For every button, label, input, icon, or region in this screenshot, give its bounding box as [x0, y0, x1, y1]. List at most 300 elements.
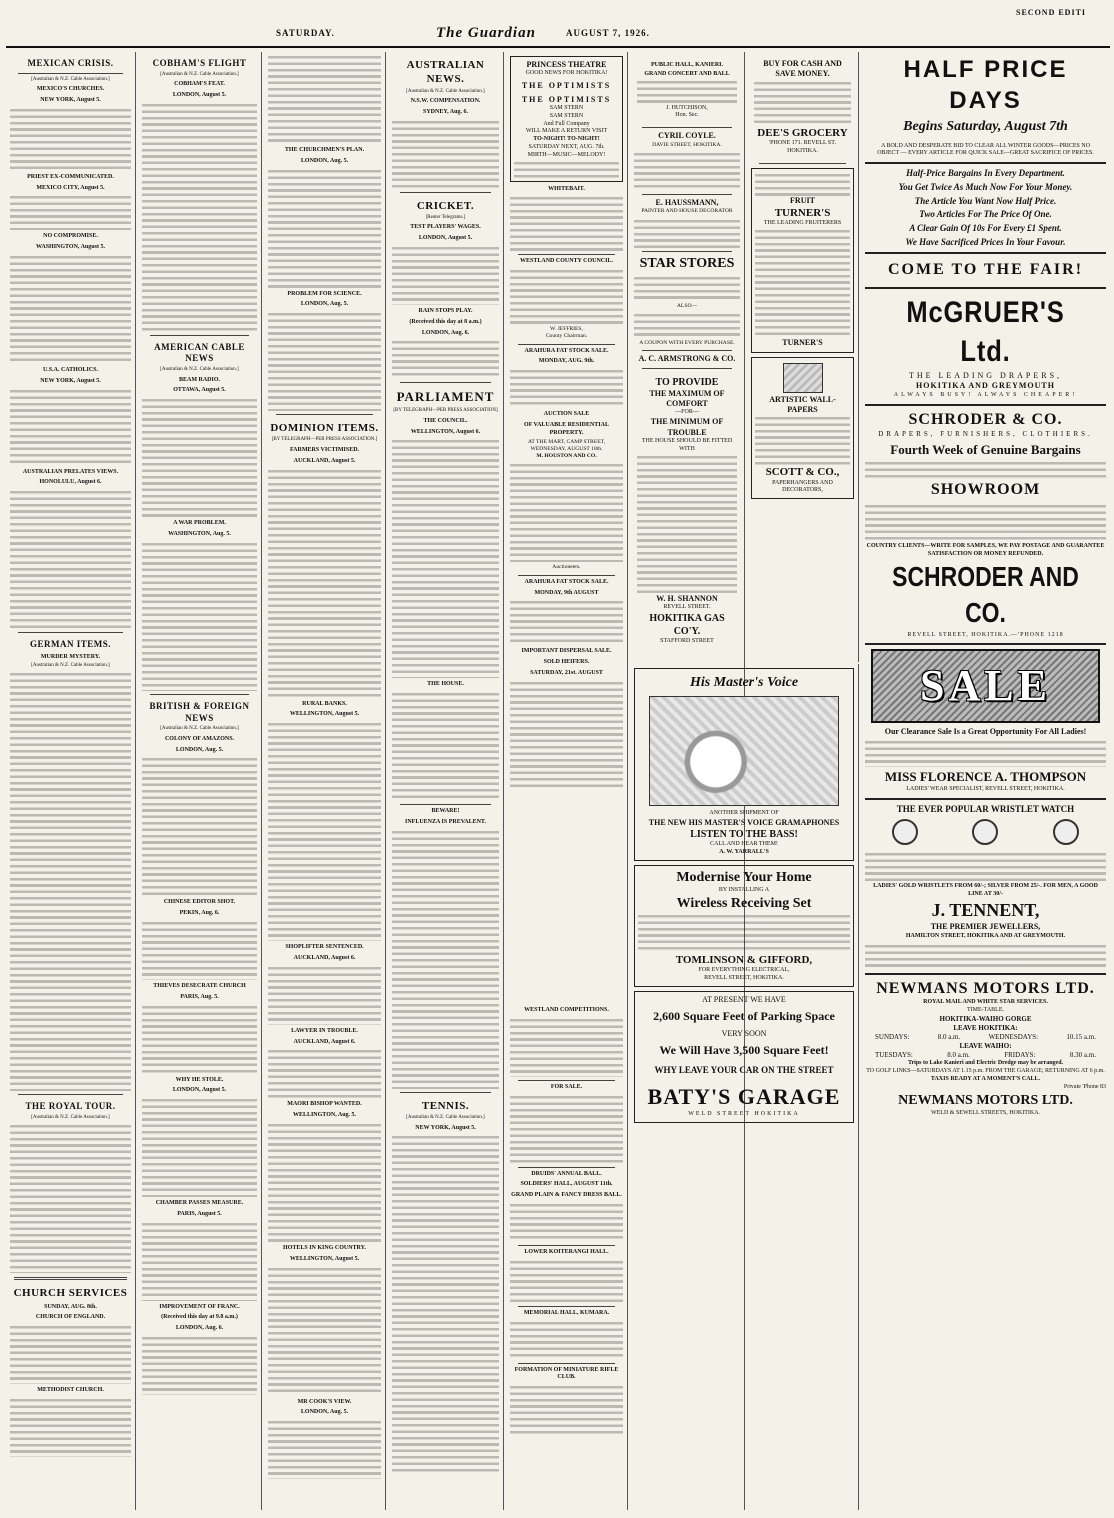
- subhead: THE COUNCIL.: [423, 417, 468, 424]
- headline-mexican-crisis: MEXICAN CRISIS.: [27, 58, 114, 68]
- article-text: [634, 151, 740, 191]
- article-text: [510, 1202, 623, 1242]
- dateline: MONDAY, 9th AUGUST: [534, 589, 599, 596]
- dateline: LONDON, Aug. 5.: [175, 746, 224, 753]
- show-name: THE OPTIMISTS: [521, 81, 612, 91]
- subhead: WHITEBAIT.: [548, 185, 585, 192]
- leave-hokitika: LEAVE HOKITIKA:: [953, 1024, 1018, 1033]
- cash-slogan: BUY FOR CASH AND SAVE MONEY.: [763, 59, 842, 79]
- schroder-address: REVELL STREET, HOKITIKA.—'PHONE 1218: [907, 631, 1064, 638]
- price-point-3: The Article You Want Now Half Price.: [914, 195, 1057, 206]
- subhead: MEMORIAL HALL, KUMARA.: [523, 1309, 610, 1316]
- article-text: [142, 920, 257, 980]
- day-time: 8.30 a.m.: [1069, 1051, 1096, 1060]
- subhead: LOWER KOITERANGI HALL.: [524, 1248, 609, 1255]
- turner-name: TURNER'S: [774, 207, 831, 220]
- royal-mail: ROYAL MAIL AND WHITE STAR SERVICES.: [923, 999, 1048, 1006]
- shipment: ANOTHER SHIPMENT OF: [709, 810, 779, 817]
- day-label: TUESDAYS:: [875, 1051, 913, 1060]
- price-point-5: A Clear Gain Of 10s For Every £1 Spent.: [909, 222, 1062, 233]
- newmans-header: NEWMANS MOTORS LTD.: [876, 979, 1095, 997]
- article-text: [10, 489, 131, 629]
- dateline: LONDON, Aug. 5.: [300, 157, 349, 164]
- subhead: WESTLAND COUNTY COUNCIL.: [520, 258, 613, 265]
- subhead: GRAND PLAIN & FANCY DRESS BALL.: [511, 1192, 622, 1199]
- credit-line: [BY TELEGRAPH—PER PRESS ASSOCIATION.]: [271, 437, 378, 443]
- subhead: PROBLEM FOR SCIENCE.: [287, 290, 362, 297]
- column-5-lower: [506, 1004, 628, 1510]
- subhead: LAWYER IN TROUBLE.: [291, 1027, 358, 1034]
- credit-line: [Australian & N.Z. Cable Association.]: [160, 367, 239, 373]
- article-text: [392, 339, 499, 379]
- article-text: [392, 438, 499, 678]
- credit-line: [Australian & N.Z. Cable Association.]: [160, 71, 239, 77]
- gas-street: STAFFORD STREET: [660, 637, 714, 644]
- dateline: PEKIN, Aug. 6.: [179, 910, 220, 917]
- subhead: FOR SALE.: [550, 1083, 583, 1090]
- dateline: WASHINGTON, August 5.: [36, 244, 105, 251]
- article-text: [510, 680, 623, 790]
- subhead: THE HOUSE.: [427, 681, 464, 688]
- subhead: IMPROVEMENT OF FRANC.: [159, 1303, 240, 1310]
- dateline: (Received this day at 9.8 a.m.): [161, 1314, 238, 1321]
- headline-cobham-flight: COBHAM'S FLIGHT: [152, 58, 247, 68]
- subhead: MURDER MYSTERY.: [40, 653, 101, 660]
- masthead: [6, 4, 1110, 48]
- bold-bid: A BOLD AND DESPERATE BID TO CLEAR ALL WINTER GOODS—PRICES NO OBJECT — EVERY ARTICLE FOR QUICK SALE—GREAT SACRIFICE OF PRICES.: [877, 142, 1094, 157]
- shannon: W. H. SHANNON: [656, 593, 718, 603]
- headline-parliament: PARLIAMENT: [396, 389, 495, 405]
- wallpaper-illustration: [783, 363, 823, 393]
- subhead: A WAR PROBLEM.: [173, 520, 226, 527]
- article-text: [392, 1134, 499, 1474]
- gas-co: HOKITIKA GAS CO'Y.: [649, 612, 725, 637]
- subhead: CHAMBER PASSES MEASURE.: [155, 1200, 244, 1207]
- article-text: [392, 245, 499, 305]
- schroder-tag: DRAPERS, FURNISHERS, CLOTHIERS.: [878, 430, 1093, 439]
- headline-tennis: TENNIS.: [421, 1099, 470, 1112]
- article-text: [510, 599, 623, 645]
- headline-dominion-items: DOMINION ITEMS.: [270, 422, 379, 435]
- price-point-4: Two Articles For The Price Of One.: [919, 209, 1052, 220]
- subhead: FARMERS VICTIMISED.: [289, 446, 360, 453]
- subhead: FORMATION OF MINIATURE RIFLE CLUB.: [514, 1366, 619, 1381]
- dees-name: DEE'S GROCERY: [757, 126, 848, 139]
- subhead: RAIN STOPS PLAY.: [418, 308, 473, 315]
- star-stores: STAR STORES: [639, 255, 735, 271]
- dateline: WELLINGTON, August 6.: [410, 428, 481, 435]
- dateline: LONDON, Aug. 6.: [421, 329, 470, 336]
- column-7: [747, 52, 859, 662]
- ad-batys-garage: [634, 991, 854, 1123]
- dateline: LONDON, Aug. 6.: [175, 1325, 224, 1332]
- dees-phone: 'PHONE 171. REVELL ST.: [769, 140, 836, 147]
- dateline: SYDNEY, Aug. 6.: [423, 108, 468, 115]
- watch-icon: [1053, 819, 1079, 845]
- willhave-line: We Will Have 3,500 Square Feet!: [659, 1043, 829, 1058]
- signature: County Chairman.: [545, 333, 588, 340]
- mirth-line: MIRTH—MUSIC—MELODY!: [527, 151, 606, 158]
- subhead: MEXICO'S CHURCHES.: [36, 86, 105, 93]
- dateline: WASHINGTON, Aug. 5.: [168, 531, 231, 538]
- headline-cricket: CRICKET.: [416, 199, 475, 212]
- subhead: IMPORTANT DISPERSAL SALE.: [521, 648, 612, 655]
- sale-banner: SALE: [871, 649, 1100, 722]
- headline-royal-tour: THE ROYAL TOUR.: [25, 1101, 116, 1112]
- article-text: [392, 691, 499, 801]
- watch-illustrations: [865, 815, 1106, 849]
- article-text: [510, 268, 623, 324]
- credit-line: [Australian & N.Z. Cable Association.]: [406, 88, 485, 94]
- time-table: TIME-TABLE.: [966, 1007, 1004, 1014]
- subhead: NO COMPROMISE.: [43, 233, 98, 240]
- schroder-header: SCHRODER & CO.: [908, 410, 1063, 428]
- headline-church-services: CHURCH SERVICES: [13, 1287, 128, 1300]
- clearance: Our Clearance Sale Is a Great Opportunity For All Ladies!: [884, 726, 1087, 736]
- subhead: WESTLAND COMPETITIONS.: [524, 1007, 609, 1013]
- subhead: BEAM RADIO.: [178, 376, 220, 383]
- article-text: [510, 195, 623, 251]
- hall-name: PUBLIC HALL, KANIERI.: [650, 62, 723, 68]
- come-to-fair: COME TO THE FAIR!: [887, 261, 1084, 279]
- ad-kaniere-hall: [634, 56, 740, 123]
- article-text: [142, 541, 257, 691]
- dateline: HONOLULU, August 6.: [39, 479, 102, 486]
- tonight: TO-NIGHT! TO-NIGHT!: [533, 136, 600, 143]
- article-text: [510, 1384, 623, 1434]
- newspaper-page: [6, 4, 1110, 1514]
- scott-name: SCOTT & CO.,: [765, 466, 840, 479]
- subhead: METHODIST CHURCH.: [37, 1387, 104, 1394]
- golf-links: TO GOLF LINKS—SATURDAYS AT 1.15 p.m. FROM THE GARAGE; RETURNING AT 6 p.m.: [866, 1068, 1105, 1075]
- credit-line: [Australian & N.Z. Cable Association.]: [31, 76, 110, 82]
- article-text: [510, 462, 623, 562]
- gramophones: THE NEW HIS MASTER'S VOICE GRAMAPHONES: [648, 817, 840, 827]
- subhead: ARAHURA FAT STOCK SALE.: [524, 347, 609, 354]
- subhead: TEST PLAYERS' WAGES.: [410, 224, 481, 231]
- credit-line: [Reuter Telegrams.]: [425, 214, 466, 220]
- article-text: [268, 1048, 381, 1098]
- theatre-subtitle: GOOD NEWS FOR HOKITIKA!: [525, 70, 608, 77]
- baty-address: WELD STREET HOKITIKA: [688, 1111, 800, 1118]
- taxis: TAXIS READY AT A MOMENT'S CALL.: [930, 1075, 1041, 1082]
- newmans-address: WELD & SEWELL STREETS, HOKITIKA.: [930, 1109, 1041, 1116]
- wide-ad-block: [630, 664, 859, 1510]
- wallpapers-title: ARTISTIC WALL-PAPERS: [769, 394, 836, 414]
- ad-scott-wallpapers: [751, 357, 854, 500]
- dateline: LONDON, August 5.: [172, 1087, 227, 1094]
- haussmann: E. HAUSSMANN,: [655, 197, 719, 207]
- signature: W. JEFFRIES,: [550, 326, 583, 333]
- masthead-edition: SECOND EDITI: [1016, 8, 1087, 17]
- article-text: [10, 254, 131, 364]
- article-text: [10, 1123, 131, 1273]
- schedule-row: [865, 1051, 1106, 1060]
- cyril-coyle: CYRIL COYLE.: [658, 131, 716, 141]
- column-8: [861, 52, 1110, 1510]
- subhead: ARAHURA FAT STOCK SALE.: [524, 578, 609, 585]
- credit-line: [BY TELEGRAPH—PER PRESS ASSOCIATION]: [393, 408, 498, 414]
- subhead: THIEVES DESECRATE CHURCH: [153, 982, 246, 989]
- min-trouble: THE MINIMUM OF TROUBLE: [650, 417, 724, 437]
- article-text: [634, 312, 740, 338]
- max-comfort: THE MAXIMUM OF COMFORT: [649, 388, 725, 408]
- article-text: [634, 275, 740, 301]
- leave-waiho: LEAVE WAIHO:: [959, 1042, 1012, 1051]
- mcgruer-tag: THE LEADING DRAPERS,: [908, 371, 1063, 381]
- article-text: [268, 1419, 381, 1479]
- day-time: 8.0 a.m.: [947, 1051, 970, 1060]
- subhead: AUSTRALIAN PRELATES VIEWS.: [22, 468, 119, 475]
- private-phone: Private 'Phone 83: [1063, 1083, 1106, 1090]
- dateline: WELLINGTON, August 5.: [289, 1255, 360, 1262]
- article-text: [10, 1324, 131, 1384]
- article-text: [142, 1335, 257, 1395]
- day-time: 8.0 a.m.: [937, 1033, 961, 1042]
- article-text: [268, 54, 381, 144]
- also-label: ALSO—: [676, 302, 698, 309]
- lake-trips: Trips to Lake Kanieri and Electric Dredge may be arranged.: [907, 1060, 1064, 1067]
- dateline: LONDON, August 5.: [418, 235, 473, 242]
- article-text: [510, 1094, 623, 1164]
- show-name-repeat: THE OPTIMISTS: [521, 94, 612, 104]
- ad-dees-grocery: [751, 56, 854, 159]
- premier-jewellers: THE PREMIER JEWELLERS,: [930, 922, 1041, 932]
- dateline: PARIS, Aug. 5.: [180, 993, 219, 1000]
- tennent: J. TENNENT,: [931, 899, 1040, 920]
- baty-name: BATY'S GARAGE: [647, 1083, 841, 1109]
- ladies-specialist: LADIES' WEAR SPECIALIST, REVELL STREET, HOKITIKA.: [906, 785, 1065, 792]
- theatre-name: PRINCESS THEATRE: [526, 60, 607, 69]
- subhead: U.S.A. CATHOLICS.: [42, 366, 99, 373]
- masthead-title: The Guardian: [436, 25, 536, 41]
- headline-british-foreign: BRITISH & FOREIGN NEWS: [149, 700, 250, 723]
- article-text: [142, 1221, 257, 1301]
- scott-trade: PAPERHANGERS AND DECORATORS,: [772, 479, 833, 494]
- article-text: [142, 102, 257, 332]
- article-text: [10, 388, 131, 466]
- for-line: —FOR—: [675, 409, 699, 416]
- article-text: [142, 756, 257, 896]
- dateline: NEW YORK, August 5.: [40, 96, 101, 103]
- dateline: SATURDAY, 21st. AUGUST: [530, 669, 603, 676]
- return-visit: WILL MAKE A RETURN VISIT: [525, 128, 608, 135]
- credit-line: [Australian & N.Z. Cable Association.]: [31, 1114, 110, 1120]
- watch-icon: [972, 819, 998, 845]
- auction-location: AT THE MART, CAMP STREET,: [527, 438, 606, 445]
- turner-name-footer: TURNER'S: [782, 338, 823, 348]
- company-line: And Full Company: [543, 120, 590, 127]
- watch-icon: [892, 819, 918, 845]
- thompson: MISS FLORENCE A. THOMPSON: [884, 768, 1087, 784]
- coupon-line: A COUPON WITH EVERY PURCHASE.: [639, 339, 735, 346]
- parking-line: 2,600 Square Feet of Parking Space: [653, 1009, 835, 1024]
- article-text: [268, 1266, 381, 1396]
- dateline: LONDON, Aug. 5.: [300, 301, 349, 308]
- wireless: Wireless Receiving Set: [676, 895, 812, 911]
- schedule-row: [865, 1033, 1106, 1042]
- haussmann-trade: PAINTER AND HOUSE DECORATOR: [641, 208, 733, 215]
- price-point-2: You Get Twice As Much Now For Your Money.: [898, 181, 1073, 192]
- installing: BY INSTALLING A: [718, 887, 770, 894]
- ad-gas-company: [634, 373, 740, 649]
- article-text: [510, 1259, 623, 1303]
- performer: SAM STERN: [549, 104, 584, 111]
- concert-title: GRAND CONCERT AND BALL: [644, 70, 730, 77]
- ad-turners: [751, 168, 854, 353]
- article-text: [268, 721, 381, 941]
- fourth-week: Fourth Week of Genuine Bargains: [890, 441, 1081, 457]
- dateline: LONDON, Aug. 5.: [300, 1409, 349, 1416]
- dateline: NEW YORK, August 5.: [40, 377, 101, 384]
- dateline: MONDAY, AUG. 9th.: [538, 358, 595, 365]
- tomlinson-address: REVELL STREET, HOKITIKA.: [704, 975, 784, 982]
- subhead: OF VALUABLE RESIDENTIAL PROPERTY.: [524, 422, 609, 436]
- dateline: OTTAWA, August 5.: [173, 387, 226, 394]
- subhead: BEWARE!: [431, 808, 460, 815]
- auction-date: WEDNESDAY, AUGUST 18th.: [530, 445, 603, 452]
- subhead: WHY HE STOLE.: [175, 1076, 224, 1083]
- article-text: [268, 468, 381, 698]
- day-time: 10.15 a.m.: [1066, 1033, 1096, 1042]
- article-text: [142, 1097, 257, 1197]
- dees-town: HOKITIKA.: [787, 147, 818, 154]
- ad-princess-theatre: [510, 56, 623, 182]
- secretary: J. HUTCHISON,: [666, 104, 708, 111]
- article-text: [10, 107, 131, 171]
- masthead-day: SATURDAY.: [276, 28, 335, 38]
- call-line: CALL AND HEAR THEM!: [710, 841, 778, 848]
- article-text: [142, 1004, 257, 1074]
- dateline: LONDON, August 5.: [172, 91, 227, 98]
- subhead: CHURCH OF ENGLAND.: [35, 1314, 106, 1321]
- modernise: Modernise Your Home: [676, 869, 812, 885]
- dateline: WELLINGTON, August 5.: [289, 711, 360, 718]
- shannon-street: REVELL STREET.: [663, 603, 711, 610]
- subhead: SHOPLIFTER SENTENCED.: [285, 944, 364, 951]
- country-clients: COUNTRY CLIENTS—WRITE FOR SAMPLES, WE PAY POSTAGE AND GUARANTEE SATISFACTION OR MONEY REFUNDED.: [866, 543, 1105, 558]
- tomlinson: TOMLINSON & GIFFORD,: [675, 954, 813, 967]
- dateline: AUCKLAND, August 6.: [293, 1038, 356, 1045]
- subhead: SUNDAY, AUG. 8th.: [44, 1303, 97, 1310]
- article-text: [510, 1017, 623, 1077]
- dateline: AUCKLAND, August 6.: [293, 954, 356, 961]
- column-3: [264, 52, 386, 1510]
- article-text: [142, 397, 257, 517]
- credit-line: [Australian & N.Z. Cable Association.]: [31, 662, 110, 668]
- wristlet-title: THE EVER POPULAR WRISTLET WATCH: [896, 803, 1075, 814]
- schroder-footer: SCHRODER AND CO.: [892, 560, 1079, 629]
- dog-gramophone-illustration: [649, 696, 839, 806]
- subhead: SOLD HEIFERS.: [543, 659, 590, 666]
- subhead: MR COOK'S VIEW.: [297, 1398, 352, 1405]
- day-label: SUNDAYS:: [875, 1033, 910, 1042]
- headline-german-items: GERMAN ITEMS.: [29, 639, 111, 650]
- article-text: [268, 311, 381, 411]
- article-text: [10, 1397, 131, 1457]
- headline-american-cable: AMERICAN CABLE NEWS: [154, 341, 245, 364]
- begins-date: Begins Saturday, August 7th: [903, 119, 1068, 135]
- auctioneer: M. HOUSTON AND CO.: [536, 453, 597, 460]
- yarrall: A. W. YARRALL'S: [719, 849, 769, 856]
- subhead: CHINESE EDITOR SHOT.: [163, 899, 236, 906]
- auctioneers-sig: Auctioneers.: [552, 564, 581, 571]
- dateline: WELLINGTON, Aug. 5.: [292, 1112, 357, 1119]
- credit-line: [Australian & N.Z. Cable Association.]: [160, 726, 239, 732]
- day-label: FRIDAYS:: [1004, 1051, 1036, 1060]
- column-2: [138, 52, 262, 1510]
- column-4: [388, 52, 504, 1510]
- saturday-next: SATURDAY NEXT, AUG. 7th.: [528, 143, 605, 150]
- masthead-date: AUGUST 7, 1926.: [566, 28, 650, 38]
- armstrong: A. C. ARMSTRONG & CO.: [638, 354, 736, 364]
- article-text: [268, 1122, 381, 1242]
- bass-line: LISTEN TO THE BASS!: [690, 829, 798, 841]
- article-text: [268, 965, 381, 1025]
- mcgruer-busy: ALWAYS BUSY! ALWAYS CHEAPER!: [893, 391, 1078, 398]
- soon-line: VERY SOON: [721, 1029, 767, 1039]
- subhead: RURAL BANKS.: [302, 700, 347, 707]
- fruit-word: FRUIT: [790, 195, 815, 205]
- article-text: [510, 368, 623, 408]
- present-line: AT PRESENT WE HAVE: [702, 995, 786, 1005]
- subhead: DRUIDS' ANNUAL BALL.: [531, 1170, 602, 1177]
- article-text: [392, 829, 499, 1089]
- ad-his-masters-voice: [634, 668, 854, 861]
- performer: SAM STERN: [549, 112, 584, 119]
- subhead: MAORI BISHOP WANTED.: [287, 1101, 362, 1108]
- price-point-6: We Have Sacrificed Prices In Your Favour.: [905, 236, 1066, 247]
- ad-wireless: [634, 865, 854, 987]
- dateline: AUCKLAND, August 5.: [293, 457, 356, 464]
- hmv-slogan: His Master's Voice: [689, 675, 799, 690]
- gorge-route: HOKITIKA-WAIHO GORGE: [939, 1014, 1032, 1023]
- provide-line: TO PROVIDE: [655, 376, 719, 388]
- day-label: WEDNESDAYS:: [988, 1033, 1039, 1042]
- subhead: N.S.W. COMPENSATION.: [410, 98, 481, 105]
- subhead: SOLDIERS' HALL, AUGUST 11th.: [520, 1181, 613, 1188]
- subhead: INFLUENZA IS PREVALENT.: [405, 819, 486, 826]
- article-text: [510, 1320, 623, 1360]
- article-text: [634, 218, 740, 248]
- subhead: HOTELS IN KING COUNTRY.: [283, 1244, 366, 1251]
- column-1: [6, 52, 136, 1510]
- mcgruers: McGRUER'S Ltd.: [906, 296, 1065, 369]
- subhead: COLONY OF AMAZONS.: [164, 735, 235, 742]
- electrical: FOR EVERYTHING ELECTRICAL,: [698, 967, 790, 974]
- gold-wristlets: LADIES' GOLD WRISTLETS FROM 60/-; SILVER FROM 25/-. FOR MEN, A GOOD LINE AT 30/-: [873, 883, 1098, 898]
- newmans-footer: NEWMANS MOTORS LTD.: [898, 1092, 1073, 1108]
- dateline: NEW YORK, August 5.: [415, 1124, 476, 1131]
- dateline: MEXICO CITY, August 5.: [36, 184, 105, 191]
- credit-line: [Australian & N.Z. Cable Association.]: [406, 1115, 485, 1121]
- leave-line: WHY LEAVE YOUR CAR ON THE STREET: [654, 1065, 834, 1075]
- article-text: [268, 168, 381, 288]
- dateline: PARIS, August 5.: [177, 1210, 222, 1217]
- mcgruer-towns: HOKITIKA AND GREYMOUTH: [916, 381, 1055, 391]
- subhead: THE CHURCHMEN'S PLAN.: [284, 147, 365, 153]
- subhead: PRIEST EX-COMMUNICATED.: [27, 173, 114, 180]
- headline-australian-news: AUSTRALIAN NEWS.: [406, 59, 485, 86]
- secretary-title: Hon. Sec.: [675, 112, 699, 119]
- tennent-address: HAMILTON STREET, HOKITIKA AND AT GREYMOUTH.: [905, 932, 1066, 939]
- gas-line: THE HOUSE SHOULD BE FITTED WITH: [641, 437, 733, 452]
- article-text: [10, 194, 131, 230]
- showroom: SHOWROOM: [930, 481, 1041, 499]
- turner-tag: THE LEADING FRUITERERS: [763, 220, 842, 227]
- article-text: [392, 119, 499, 189]
- price-point-1: Half-Price Bargains In Every Department.: [906, 168, 1065, 179]
